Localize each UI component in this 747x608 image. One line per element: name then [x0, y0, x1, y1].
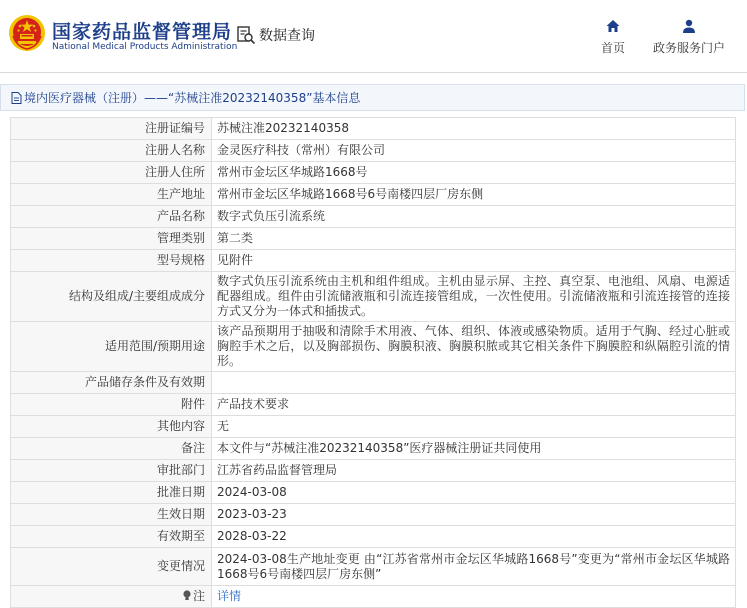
field-value: 数字式负压引流系统由主机和组件组成。主机由显示屏、主控、真空泵、电池组、风扇、电源适配器组成。组件由引流储液瓶和引流连接管组成，一次性使用。引流储液瓶和引流连接管的连接方式又分为一体式和插拔式。 [212, 272, 736, 322]
field-value: 本文件与“苏械注准20232140358”医疗器械注册证共同使用 [212, 438, 736, 460]
field-label: 注册证编号 [11, 118, 212, 140]
field-value: 2023-03-23 [212, 504, 736, 526]
field-value: 数字式负压引流系统 [212, 206, 736, 228]
field-label: 变更情况 [11, 548, 212, 586]
field-label: 管理类别 [11, 228, 212, 250]
field-value: 见附件 [212, 250, 736, 272]
note-label-cell [11, 586, 212, 608]
site-name-cn: 国家药品监督管理局 [52, 21, 233, 43]
page-title-bar [0, 84, 745, 111]
note-label: 注 [192, 589, 205, 603]
field-value: 产品技术要求 [212, 394, 736, 416]
field-value: 常州市金坛区华城路1668号6号南楼四层厂房东侧 [212, 184, 736, 206]
field-value: 金灵医疗科技（常州）有限公司 [212, 140, 736, 162]
table-row [11, 184, 736, 206]
document-search-icon [236, 25, 256, 45]
field-label: 型号规格 [11, 250, 212, 272]
field-label: 有效期至 [11, 526, 212, 548]
field-label: 备注 [11, 438, 212, 460]
table-row [11, 206, 736, 228]
user-icon [681, 18, 697, 34]
nav-home-link[interactable] [596, 18, 630, 56]
field-label: 批准日期 [11, 482, 212, 504]
field-value: 该产品预期用于抽吸和清除手术用液、气体、组织、体液或感染物质。适用于气胸、经过心脏或胸腔手术之后，以及胸部损伤、胸膜积液、胸膜积脓或其它相关条件下胸膜腔和纵隔腔引流的情形。 [212, 322, 736, 372]
table-row [11, 250, 736, 272]
table-row [11, 118, 736, 140]
field-label: 其他内容 [11, 416, 212, 438]
lightbulb-icon [182, 590, 192, 601]
header-divider [0, 72, 747, 73]
field-value: 江苏省药品监督管理局 [212, 460, 736, 482]
table-row [11, 228, 736, 250]
nav-home-label: 首页 [600, 41, 625, 55]
table-row [11, 394, 736, 416]
field-value [212, 372, 736, 394]
table-row [11, 372, 736, 394]
data-query-label: 数据查询 [259, 28, 315, 44]
site-name-en: National Medical Products Administration [52, 42, 238, 52]
field-value: 苏械注准20232140358 [212, 118, 736, 140]
field-label: 注册人住所 [11, 162, 212, 184]
field-label: 生效日期 [11, 504, 212, 526]
field-label: 结构及组成/主要组成成分 [11, 272, 212, 322]
table-row [11, 504, 736, 526]
document-icon [11, 92, 22, 104]
site-header [0, 0, 747, 68]
field-value: 常州市金坛区华城路1668号 [212, 162, 736, 184]
table-row [11, 526, 736, 548]
field-value: 2028-03-22 [212, 526, 736, 548]
table-row [11, 162, 736, 184]
table-row [11, 438, 736, 460]
table-row [11, 586, 736, 608]
table-row [11, 140, 736, 162]
field-label: 审批部门 [11, 460, 212, 482]
field-label: 生产地址 [11, 184, 212, 206]
home-icon [605, 18, 621, 34]
registration-info-table [10, 117, 736, 608]
field-label: 适用范围/预期用途 [11, 322, 212, 372]
nav-service-label: 政务服务门户 [652, 41, 725, 55]
table-row [11, 416, 736, 438]
note-value-cell [212, 586, 736, 608]
field-value: 2024-03-08生产地址变更 由“江苏省常州市金坛区华城路1668号”变更为“常州市金坛区华城路1668号6号南楼四层厂房东侧” [212, 548, 736, 586]
field-value: 第二类 [212, 228, 736, 250]
field-label: 产品名称 [11, 206, 212, 228]
field-label: 附件 [11, 394, 212, 416]
detail-link[interactable]: 详情 [217, 589, 242, 603]
national-emblem-icon [8, 14, 46, 52]
field-label: 注册人名称 [11, 140, 212, 162]
field-value: 无 [212, 416, 736, 438]
table-row [11, 482, 736, 504]
data-query-button[interactable] [236, 24, 315, 46]
field-label: 产品储存条件及有效期 [11, 372, 212, 394]
table-row [11, 460, 736, 482]
page-title: 境内医疗器械（注册）——“苏械注准20232140358”基本信息 [24, 91, 361, 105]
field-value: 2024-03-08 [212, 482, 736, 504]
nav-service-link[interactable] [648, 18, 730, 56]
table-row [11, 548, 736, 586]
table-row [11, 272, 736, 322]
table-row [11, 322, 736, 372]
